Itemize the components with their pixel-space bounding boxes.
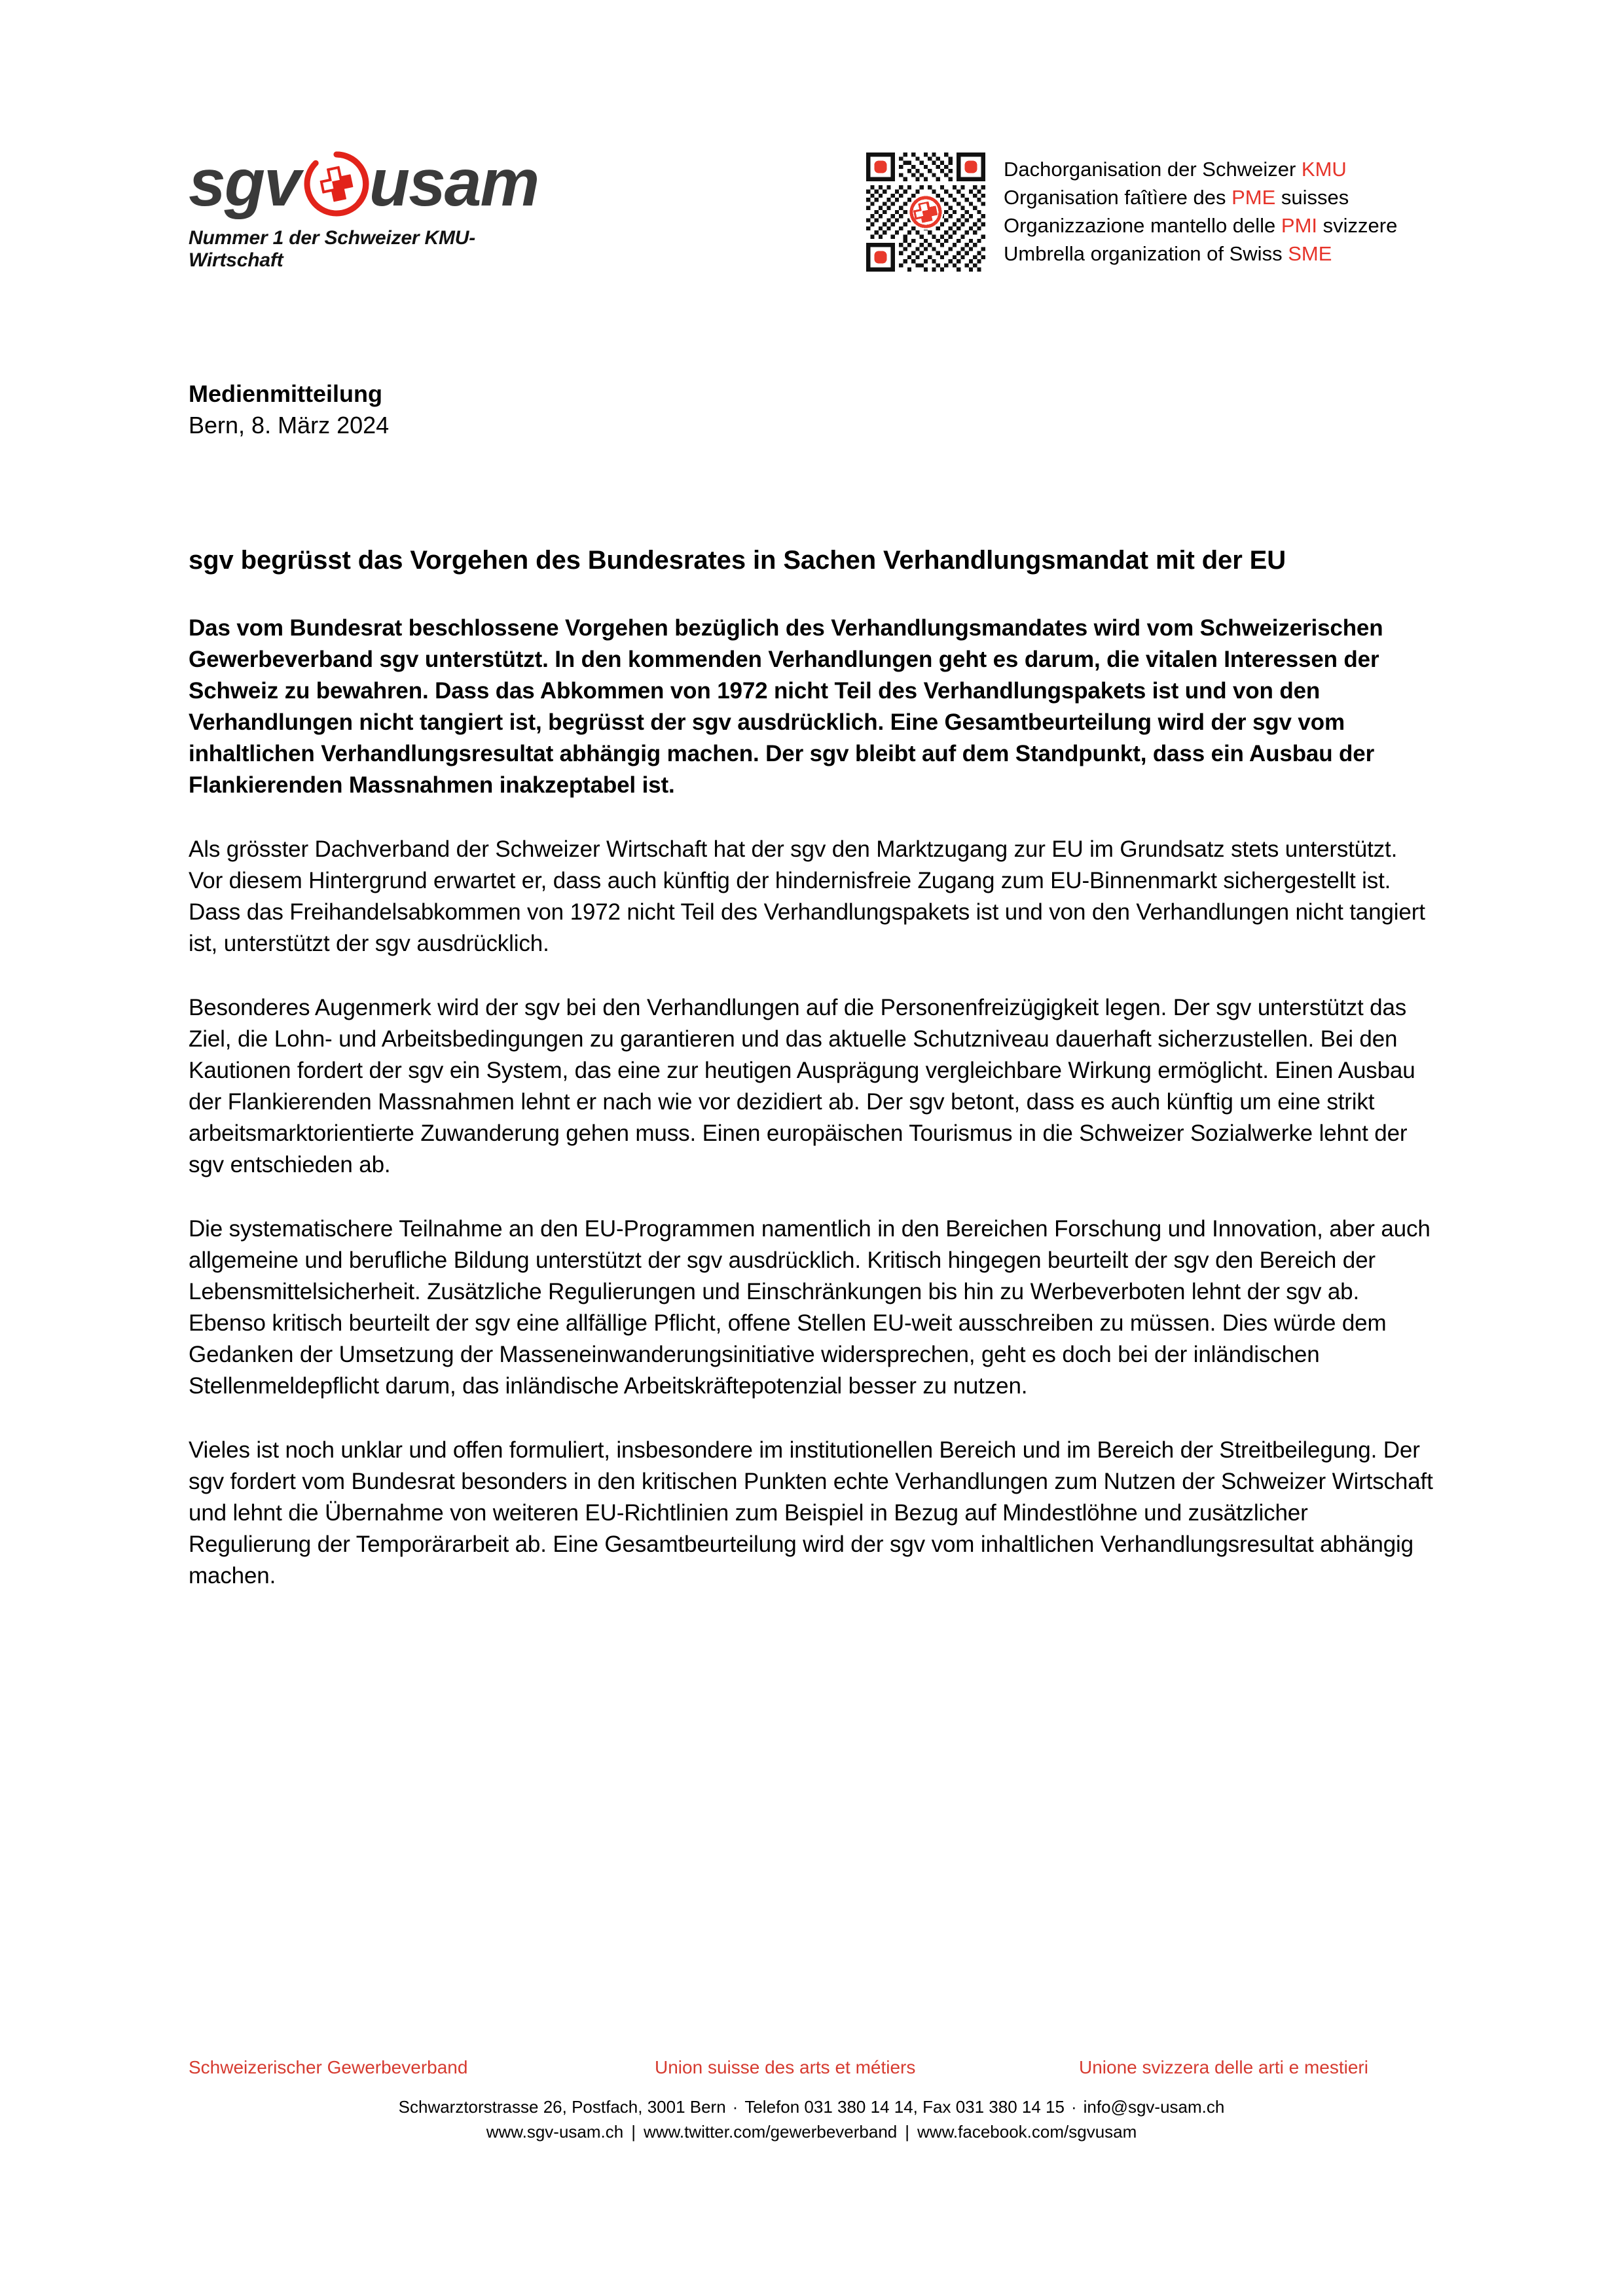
footer-name-it: Unione svizzera delle arti e mestieri bbox=[1079, 2057, 1368, 2077]
footer-separator-2: · bbox=[1070, 2097, 1077, 2117]
body-paragraph-2: Besonderes Augenmerk wird der sgv bei den Verhandlungen auf die Personenfreizügigkeit legen. Der sgv unterstützt das Ziel, die Lohn- und Arbeitsbedingungen zu garantieren und das aktuelle Schutzniveau dauerhaft sicherzustellen. Bei den Kautionen fordert der sgv ein System, das eine zur heutigen Ausprägung vergleichbare Wirkung ermöglicht. Einen Ausbau der Flankierenden Massnahmen lehnt er nach wie vor dezidiert ab. Der sgv betont, dass es auch künftig um eine strikt arbeitsmarktorientierte Zuwanderung gehen muss. Einen europäischen Tourismus in die Schweizer Sozialwerke lehnt der sgv entschieden ab. bbox=[189, 995, 1415, 1177]
umbrella-taglines bbox=[1004, 152, 1397, 268]
footer-links-line bbox=[189, 2119, 1434, 2144]
qr-code-icon[interactable] bbox=[866, 152, 985, 272]
umbrella-line-fr bbox=[1004, 183, 1397, 211]
umbrella-line-en-pre: Umbrella organization of Swiss bbox=[1004, 242, 1288, 265]
umbrella-line-it bbox=[1004, 211, 1397, 240]
footer-link-divider-1: | bbox=[631, 2122, 636, 2142]
body-paragraph-4: Vieles ist noch unklar und offen formuliert, insbesondere im institutionellen Bereich und im Bereich der Streitbeilegung. Der sgv fordert vom Bundesrat besonders in den kritischen Punkten echte Verhandlungen zum Nutzen der Schweizer Wirtschaft und lehnt die Übernahme von weiteren EU-Richtlinien zum Beispiel in Bezug auf Mindestlöhne und zusätzlicher Regulierung der Temporärarbeit ab. Eine Gesamtbeurteilung wird der sgv vom inhaltlichen Verhandlungsresultat abhängig machen. bbox=[189, 1437, 1433, 1588]
umbrella-line-it-pre: Organizzazione mantello delle bbox=[1004, 214, 1281, 237]
sgv-usam-logo bbox=[189, 147, 555, 272]
logo-word-right: usam bbox=[369, 145, 539, 220]
footer-address: Schwarztorstrasse 26, Postfach, 3001 Bern bbox=[398, 2097, 726, 2117]
footer-email-link[interactable]: info@sgv-usam.ch bbox=[1083, 2097, 1225, 2117]
umbrella-line-de-accent: KMU bbox=[1301, 158, 1347, 181]
footer-link-divider-2: | bbox=[905, 2122, 910, 2142]
umbrella-line-fr-post: suisses bbox=[1275, 186, 1349, 209]
document-kind: Medienmitteilung bbox=[189, 380, 382, 407]
footer-separator-1: · bbox=[732, 2097, 739, 2117]
page-title: sgv begrüsst das Vorgehen des Bundesrates in Sachen Verhandlungsmandat mit der EU bbox=[189, 546, 1286, 575]
footer-name-de: Schweizerischer Gewerbeverband bbox=[189, 2057, 468, 2077]
umbrella-line-it-post: svizzere bbox=[1317, 214, 1398, 237]
body-paragraph-3: Die systematischere Teilnahme an den EU-Programmen namentlich in den Bereichen Forschung und Innovation, aber auch allgemeine und berufliche Bildung unterstützt der sgv ausdrücklich. Kritisch hingegen beurteilt der sgv den Bereich der Lebensmittelsicherheit. Zusätzliche Regulierungen und Einschränkungen bis hin zu Werbeverboten lehnt der sgv ab. Ebenso kritisch beurteilt der sgv eine allfällige Pflicht, offene Stellen EU-weit ausschreiben zu müssen. Dies würde dem Gedanken der Umsetzung der Masseneinwanderungsinitiative widersprechen, geht es doch bei der inländischen Stellenmeldepflicht darum, das inländische Arbeitskräftepotenzial besser zu nutzen. bbox=[189, 1216, 1431, 1399]
umbrella-organization-block bbox=[866, 152, 1397, 272]
lead-paragraph: Das vom Bundesrat beschlossene Vorgehen bezüglich des Verhandlungsmandates wird vom Schweizerischen Gewerbeverband sgv unterstützt. In den kommenden Verhandlungen geht es darum, die vitalen Interessen der Schweiz zu bewahren. Dass das Abkommen von 1972 nicht Teil des Verhandlungspakets ist und von den Verhandlungen nicht tangiert ist, begrüsst der sgv ausdrücklich. Eine Gesamtbeurteilung wird der sgv vom inhaltlichen Verhandlungsresultat abhängig machen. Der sgv bleibt auf dem Standpunkt, dass ein Ausbau der Flankierenden Massnahmen inakzeptabel ist. bbox=[189, 615, 1383, 798]
footer-contact-line bbox=[189, 2094, 1434, 2119]
footer-facebook-link[interactable]: www.facebook.com/sgvusam bbox=[917, 2122, 1137, 2142]
footer-organization-names bbox=[189, 2056, 1434, 2087]
document-meta bbox=[189, 378, 974, 441]
umbrella-line-en-accent: SME bbox=[1288, 242, 1332, 265]
logo-wordmark bbox=[189, 147, 555, 218]
footer-twitter-link[interactable]: www.twitter.com/gewerbeverband bbox=[643, 2122, 898, 2142]
logo-tagline: Nummer 1 der Schweizer KMU-Wirtschaft bbox=[189, 227, 476, 271]
umbrella-line-fr-pre: Organisation faîtìere des bbox=[1004, 186, 1232, 209]
logo-word-left: sgv bbox=[189, 145, 300, 220]
footer-name-fr: Union suisse des arts et métiers bbox=[655, 2057, 916, 2077]
footer-website-link[interactable]: www.sgv-usam.ch bbox=[486, 2122, 624, 2142]
umbrella-line-en bbox=[1004, 240, 1397, 268]
footer-phone-fax: Telefon 031 380 14 14, Fax 031 380 14 15 bbox=[744, 2097, 1065, 2117]
document-place-date: Bern, 8. März 2024 bbox=[189, 412, 390, 439]
page-footer bbox=[189, 2056, 1434, 2144]
page-header bbox=[189, 147, 1434, 278]
umbrella-line-de-pre: Dachorganisation der Schweizer bbox=[1004, 158, 1302, 181]
swiss-cross-circle-icon bbox=[302, 150, 371, 218]
umbrella-line-fr-accent: PME bbox=[1231, 186, 1276, 209]
umbrella-line-it-accent: PMI bbox=[1281, 214, 1318, 237]
umbrella-line-de bbox=[1004, 155, 1397, 183]
document-body bbox=[189, 542, 1436, 1592]
body-paragraph-1: Als grösster Dachverband der Schweizer Wirtschaft hat der sgv den Marktzugang zur EU im Grundsatz stets unterstützt. Vor diesem Hintergrund erwartet er, dass auch künftig der hindernisfreie Zugang zum EU-Binnenmarkt sichergestellt ist. Dass das Freihandelsabkommen von 1972 nicht Teil des Verhandlungspakets ist und von den Verhandlungen nicht tangiert ist, unterstützt der sgv ausdrücklich. bbox=[189, 836, 1425, 956]
